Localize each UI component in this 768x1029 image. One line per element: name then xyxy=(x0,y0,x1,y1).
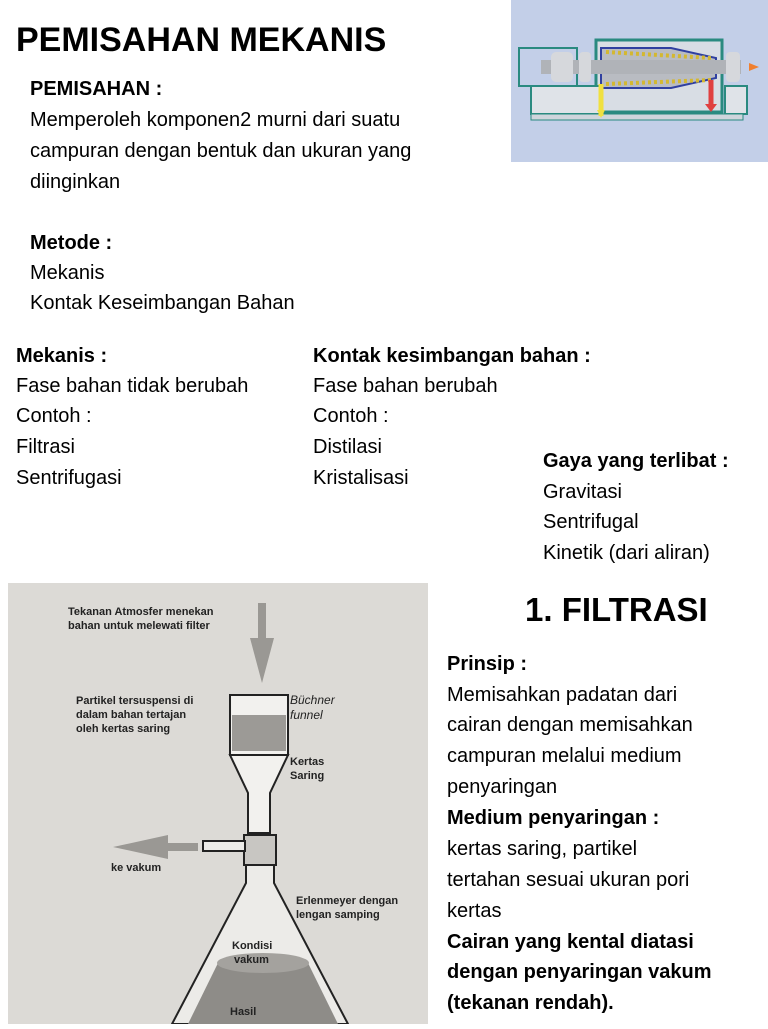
prinsip-heading: Prinsip : xyxy=(447,653,528,675)
cairan-line: dengan penyaringan vakum xyxy=(447,961,712,983)
mekanis-line: Fase bahan tidak berubah xyxy=(16,375,249,397)
label-hasil: Hasil xyxy=(230,1006,257,1018)
label-atm: bahan untuk melewati filter xyxy=(68,620,210,632)
kontak-heading: Kontak kesimbangan bahan : xyxy=(313,345,591,367)
label-erlenmeyer: Erlenmeyer dengan xyxy=(296,895,399,907)
kontak-line: Contoh : xyxy=(313,405,389,427)
label-vakum: ke vakum xyxy=(111,862,162,874)
mekanis-line: Sentrifugasi xyxy=(16,467,122,489)
filtrasi-title: 1. FILTRASI xyxy=(525,591,708,628)
gaya-item: Sentrifugal xyxy=(543,511,639,533)
prinsip-line: penyaringan xyxy=(447,776,558,798)
label-kertas: Saring xyxy=(290,770,325,782)
medium-line: kertas saring, partikel xyxy=(447,838,638,860)
buchner-filtration-diagram xyxy=(8,583,428,1024)
pemisahan-line: Memperoleh komponen2 murni dari suatu xyxy=(30,109,401,131)
mekanis-line: Filtrasi xyxy=(16,436,75,458)
label-kertas: Kertas xyxy=(290,756,325,768)
mekanis-line: Contoh : xyxy=(16,405,92,427)
pemisahan-line: campuran dengan bentuk dan ukuran yang xyxy=(30,140,412,162)
cairan-line: (tekanan rendah). xyxy=(447,992,614,1014)
label-partikel: oleh kertas saring xyxy=(76,723,171,735)
gaya-item: Kinetik (dari aliran) xyxy=(543,542,710,564)
gaya-heading: Gaya yang terlibat : xyxy=(543,450,729,472)
label-buchner: funnel xyxy=(290,708,323,722)
metode-heading: Metode : xyxy=(30,232,113,254)
label-partikel: Partikel tersuspensi di xyxy=(76,695,194,707)
kontak-line: Fase bahan berubah xyxy=(313,375,498,397)
medium-line: kertas xyxy=(447,900,502,922)
medium-heading: Medium penyaringan : xyxy=(447,807,660,829)
prinsip-line: campuran melalui medium xyxy=(447,745,682,767)
gaya-item: Gravitasi xyxy=(543,481,622,503)
prinsip-line: cairan dengan memisahkan xyxy=(447,714,693,736)
label-atm: Tekanan Atmosfer menekan xyxy=(68,606,214,618)
label-kondisi: vakum xyxy=(234,954,269,966)
medium-line: tertahan sesuai ukuran pori xyxy=(447,869,690,891)
label-kondisi: Kondisi xyxy=(232,940,273,952)
pemisahan-heading: PEMISAHAN : xyxy=(30,78,163,100)
metode-item: Mekanis xyxy=(30,262,105,284)
kontak-line: Kristalisasi xyxy=(313,467,409,489)
cairan-line: Cairan yang kental diatasi xyxy=(447,931,694,953)
mekanis-heading: Mekanis : xyxy=(16,345,108,367)
centrifuge-image xyxy=(511,0,768,162)
pemisahan-line: diinginkan xyxy=(30,171,121,193)
page-title: PEMISAHAN MEKANIS xyxy=(16,21,387,59)
prinsip-line: Memisahkan padatan dari xyxy=(447,684,678,706)
kontak-line: Distilasi xyxy=(313,436,382,458)
metode-item: Kontak Keseimbangan Bahan xyxy=(30,292,295,314)
label-buchner: Büchner xyxy=(290,693,335,707)
label-partikel: dalam bahan tertajan xyxy=(76,709,187,721)
label-erlenmeyer: lengan samping xyxy=(296,909,380,921)
